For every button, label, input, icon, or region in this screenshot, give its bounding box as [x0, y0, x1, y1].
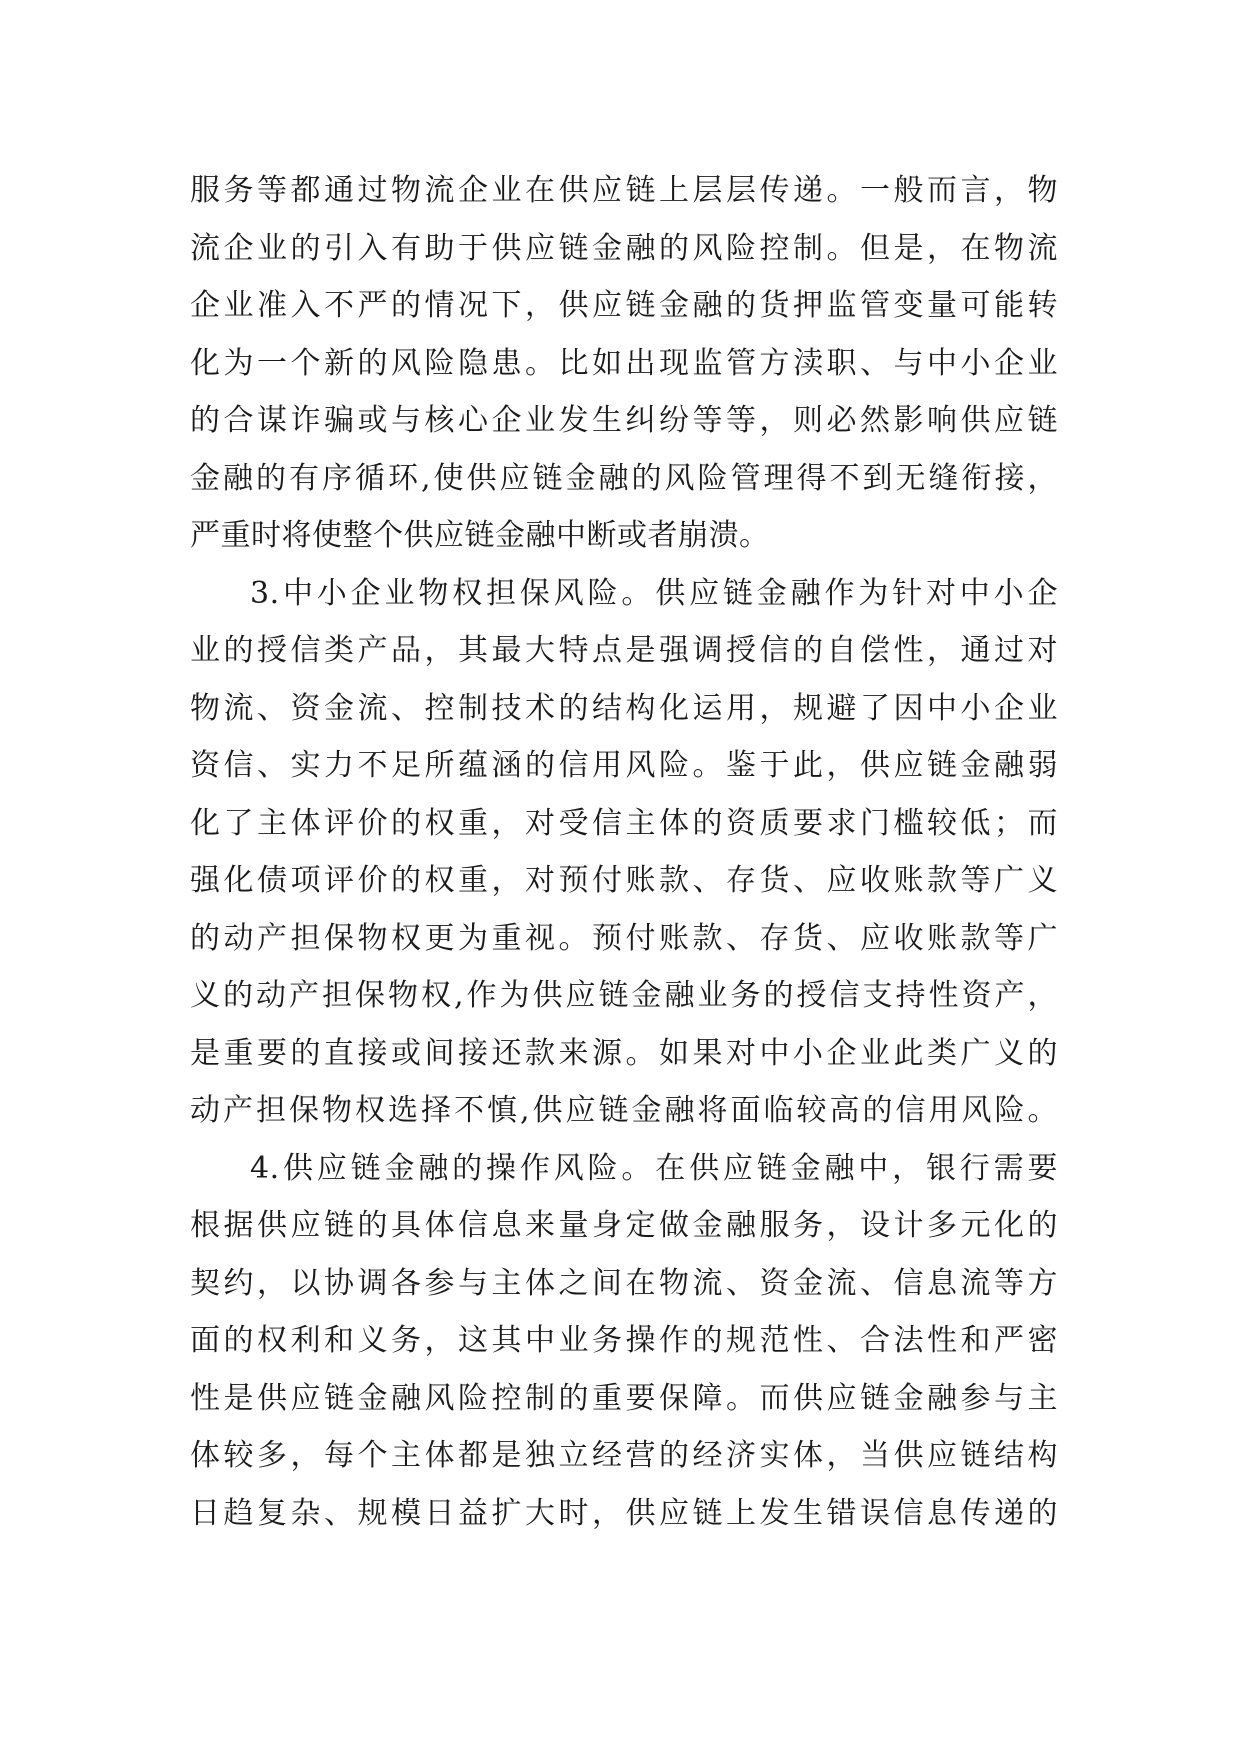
text-line: 金融的有序循环,使供应链金融的风险管理得不到无缝衔接，	[190, 460, 1058, 496]
text-line: 企业准入不严的情况下，供应链金融的货押监管变量可能转	[190, 288, 1058, 323]
text-line: 资信、实力不足所蕴涵的信用风险。鉴于此，供应链金融弱	[190, 748, 1058, 783]
body-text	[190, 162, 1058, 1542]
text-line: 化了主体评价的权重，对受信主体的资质要求门槛较低；而	[190, 805, 1058, 841]
text-line: 强化债项评价的权重，对预付账款、存货、应收账款等广义	[190, 863, 1058, 898]
text-line: 根据供应链的具体信息来量身定做金融服务，设计多元化的	[190, 1208, 1058, 1243]
text-line: 日趋复杂、规模日益扩大时，供应链上发生错误信息传递的	[190, 1495, 1058, 1531]
text-line: 的动产担保物权更为重视。预付账款、存货、应收账款等广	[190, 920, 1058, 956]
paragraph-item-3	[190, 565, 1058, 1140]
text-line: 服务等都通过物流企业在供应链上层层传递。一般而言，物	[190, 173, 1058, 208]
text-line: 体较多，每个主体都是独立经营的经济实体，当供应链结构	[190, 1438, 1058, 1473]
text-line: 动产担保物权选择不慎,供应链金融将面临较高的信用风险。	[190, 1093, 1058, 1128]
text-line: 流企业的引入有助于供应链金融的风险控制。但是，在物流	[190, 230, 1058, 266]
text-line: 面的权利和义务，这其中业务操作的规范性、合法性和严密	[190, 1323, 1058, 1358]
text-line: 业的授信类产品，其最大特点是强调授信的自偿性，通过对	[190, 633, 1058, 668]
text-line: 严重时将使整个供应链金融中断或者崩溃。	[190, 518, 770, 553]
text-line: 义的动产担保物权,作为供应链金融业务的授信支持性资产，	[190, 978, 1058, 1013]
text-line: 性是供应链金融风险控制的重要保障。而供应链金融参与主	[190, 1380, 1058, 1416]
text-line: 契约，以协调各参与主体之间在物流、资金流、信息流等方	[190, 1265, 1058, 1301]
text-line: 4.供应链金融的操作风险。在供应链金融中，银行需要	[250, 1150, 1058, 1186]
text-line: 的合谋诈骗或与核心企业发生纠纷等等，则必然影响供应链	[190, 403, 1058, 438]
paragraph-item-4	[190, 1140, 1058, 1543]
text-line: 化为一个新的风险隐患。比如出现监管方渎职、与中小企业	[190, 345, 1058, 381]
paragraph-continuation	[190, 162, 1058, 565]
text-line: 3.中小企业物权担保风险。供应链金融作为针对中小企	[250, 575, 1058, 611]
text-line: 物流、资金流、控制技术的结构化运用，规避了因中小企业	[190, 690, 1058, 726]
text-line: 是重要的直接或间接还款来源。如果对中小企业此类广义的	[190, 1035, 1058, 1071]
